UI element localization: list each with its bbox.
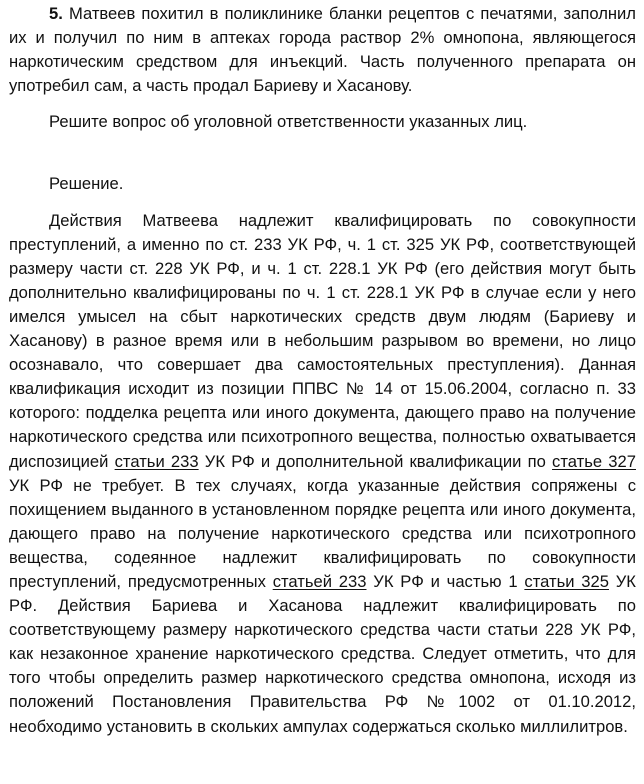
task-text: Матвеев похитил в поликлинике бланки рецептов с печатями, заполнил их и получил по ним в аптеках города раствор 2% омнопона, являющегося наркотическим средством для инъекций. Часть полученного препарата он употребил сам, а часть продал Бариеву и Хасанову. bbox=[9, 4, 636, 96]
task-number: 5. bbox=[49, 4, 63, 23]
spacer bbox=[9, 197, 636, 209]
law-link-article-233[interactable]: статьи 233 bbox=[114, 451, 199, 471]
question-paragraph: Решите вопрос об уголовной ответственности указанных лиц. bbox=[49, 112, 528, 132]
law-link-article-327[interactable]: статье 327 bbox=[552, 451, 636, 471]
solution-paragraph bbox=[9, 209, 636, 739]
solution-text-1: Действия Матвеева надлежит квалифицировать по совокупности преступлений, а именно по ст. 233 УК РФ, ч. 1 ст. 325 УК РФ, соответствующей размеру части ст. 228 УК РФ, и ч. 1 ст. 228.1 УК РФ (его действия могут быть дополнительно квалифицированы по ч. 1 ст. 228.1 УК РФ в случае если у него имелся умысел на сбыт наркотических средств двум людям (Бариеву и Хасанову) в разное время или в небольшим разрывом во времени, но лицо осознавало, что совершает два самостоятельных преступления). Данная квалификация исходит из позиции ППВС № 14 от 15.06.2004, согласно п. 33 которого: подделка рецепта или иного документа, дающего право на получение наркотического средства или психотропного вещества, полностью охватывается диспозицией bbox=[9, 210, 636, 471]
law-link-article-233-second[interactable]: статьей 233 bbox=[272, 571, 367, 591]
solution-text-5: УК РФ. Действия Бариева и Хасанова надлежит квалифицировать по соответствующему размеру наркотического средства части статьи 228 УК РФ, как незаконное хранение наркотического средства. Следует отметить, что для того чтобы определить размер наркотического средства омнопона, исходя из положений Постановления Правительства РФ №1002 от 01.10.2012, необходимо установить в скольких ампулах содержаться сколько миллилитров. bbox=[9, 571, 636, 736]
solution-heading: Решение. bbox=[49, 174, 124, 194]
solution-text-2: УК РФ и дополнительной квалификации по bbox=[198, 451, 553, 471]
task-paragraph bbox=[9, 2, 636, 98]
solution-text-4: УК РФ и частью 1 bbox=[366, 571, 525, 591]
spacer bbox=[9, 134, 636, 172]
solution-text-3: УК РФ не требует. В тех случаях, когда указанные действия сопряжены с похищением выданного в установленном порядке рецепта или иного документа, дающего право на получение наркотического средства или психотропного вещества, содеянное надлежит квалифицировать по совокупности преступлений, предусмотренных bbox=[9, 475, 636, 591]
spacer bbox=[9, 98, 636, 110]
law-link-article-325[interactable]: статьи 325 bbox=[524, 571, 609, 591]
